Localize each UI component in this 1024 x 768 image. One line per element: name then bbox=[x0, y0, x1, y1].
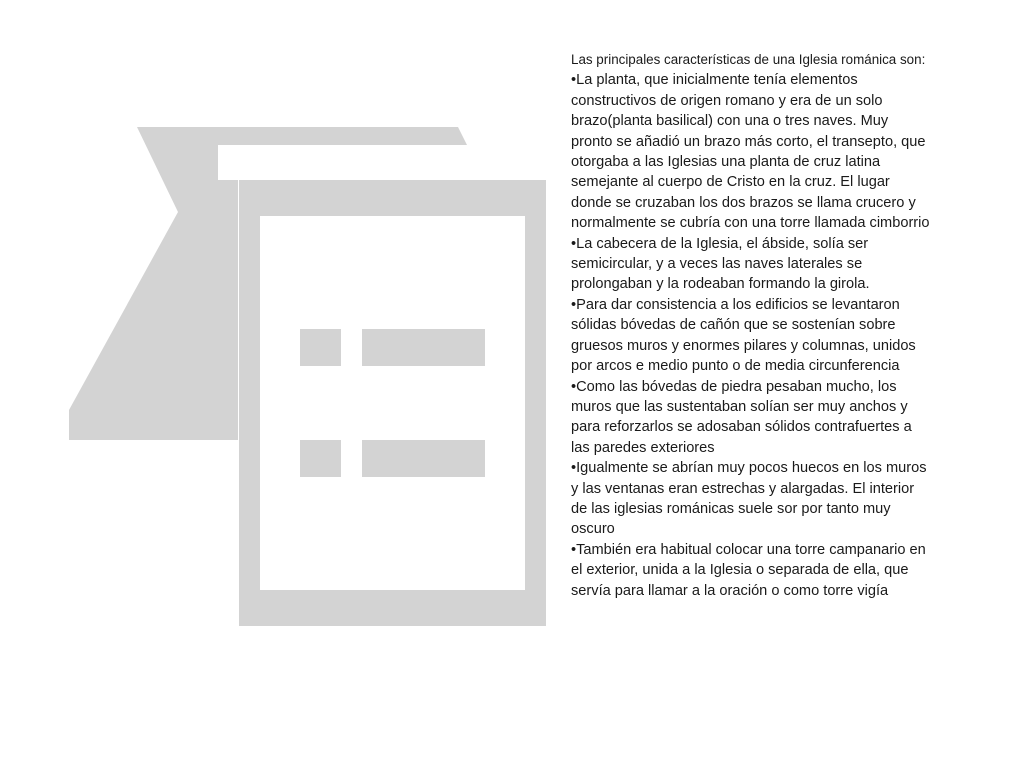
bullet-item: •La planta, que inicialmente tenía elementos constructivos de origen romano y era de un solo brazo(planta basilical) con una o tres naves. Muy pronto se añadió un brazo más corto, el transepto, que otorgaba a las Iglesias una planta de cruz latina semejante al cuerpo de Cristo en la cruz. El lugar donde se cruzaban los dos brazos se llama crucero y normalmente se cubría con una torre llamada cimborrio bbox=[571, 72, 930, 232]
content-text bbox=[571, 50, 933, 601]
bullet-list bbox=[571, 70, 933, 601]
list-line-2 bbox=[362, 440, 485, 477]
bullet-item: •Igualmente se abrían muy pocos huecos en los muros y las ventanas eran estrechas y alargadas. El interior de las iglesias románicas suele sor por tanto muy oscuro bbox=[571, 460, 927, 538]
list-bullet-1 bbox=[300, 329, 341, 366]
document-frame bbox=[239, 180, 546, 626]
list-line-1 bbox=[362, 329, 485, 366]
bullet-item: •También era habitual colocar una torre campanario en el exterior, unida a la Iglesia o separada de ella, que servía para llamar a la oración o como torre vigía bbox=[571, 541, 926, 599]
banner-shape bbox=[69, 127, 467, 440]
bullet-item: •Como las bóvedas de piedra pesaban mucho, los muros que las sustentaban solían ser muy anchos y para reforzarlos se adosaban sólidos contrafuertes a las paredes exteriores bbox=[571, 378, 912, 456]
intro-text: Las principales características de una Iglesia románica son: bbox=[571, 52, 926, 67]
bullet-item: •Para dar consistencia a los edificios se levantaron sólidas bóvedas de cañón que se sostenían sobre gruesos muros y enormes pilares y columnas, unidos por arcos e medio punto o de media circunferencia bbox=[571, 296, 916, 375]
document-placeholder-icon bbox=[0, 0, 560, 640]
list-bullet-2 bbox=[300, 440, 341, 477]
bullet-item: •La cabecera de la Iglesia, el ábside, solía ser semicircular, y a veces las naves laterales se prolongaban y la rodeaban formando la girola. bbox=[571, 235, 870, 293]
